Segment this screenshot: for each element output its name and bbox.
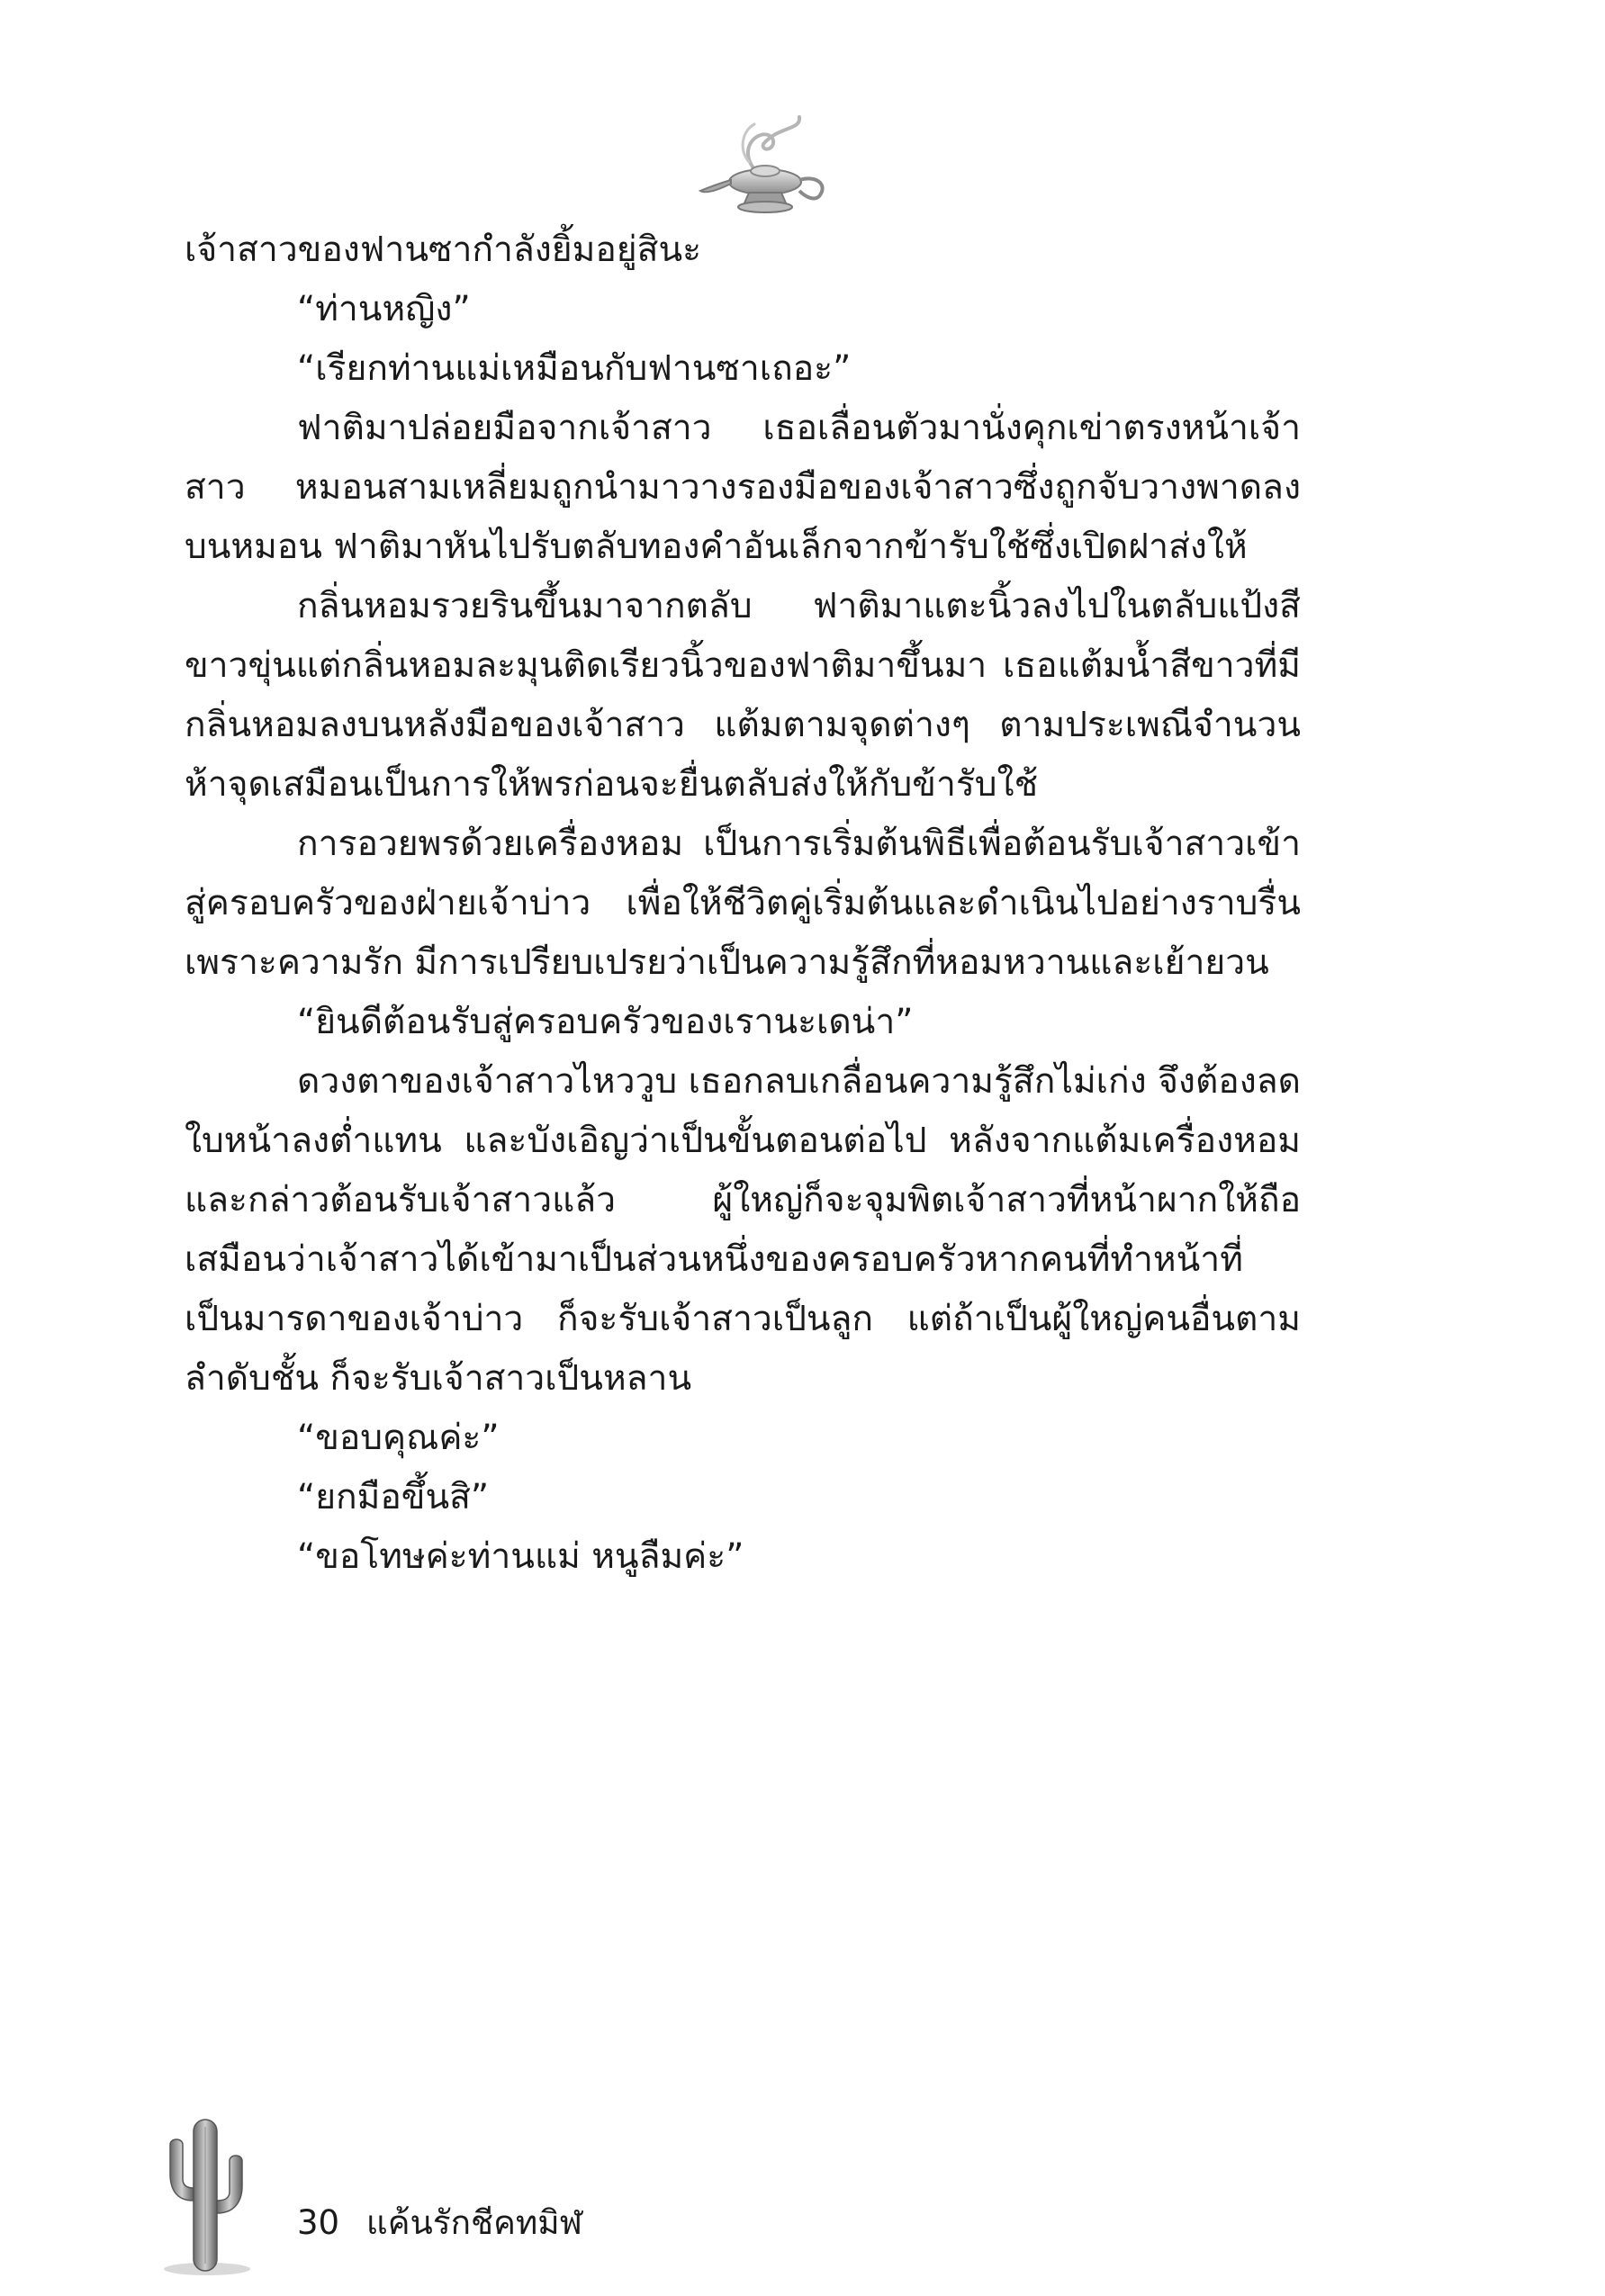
genie-lamp-icon	[693, 108, 837, 225]
dialogue-line: “ยกมือขึ้นสิ”	[297, 1477, 490, 1517]
dialogue-line: “เรียกท่านแม่เหมือนกับฟานซาเถอะ”	[297, 348, 852, 389]
paragraph: การอวยพรด้วยเครื่องหอม เป็นการเริ่มต้นพิธีเพื่อต้อนรับเจ้าสาวเข้าสู่ครอบครัวของฝ่ายเจ้าบ่าว เพื่อให้ชีวิตคู่เริ่มต้นและดำเนินไปอย่างราบรื่น เพราะความรัก มีการเปรียบเปรยว่าเป็นความรู้สึกที่หอมหวานและเย้ายวน	[185, 824, 1301, 983]
page-number: 30	[297, 2203, 340, 2242]
dialogue-line: “ขอโทษค่ะท่านแม่ หนูลืมค่ะ”	[297, 1536, 744, 1577]
paragraph: ฟาติมาปล่อยมือจากเจ้าสาว เธอเลื่อนตัวมานั่งคุกเข่าตรงหน้าเจ้าสาว หมอนสามเหลี่ยมถูกนำมาวางรองมือของเจ้าสาวซึ่งถูกจับวางพาดลงบนหมอน ฟาติมาหันไปรับตลับทองคำอันเล็กจากข้ารับใช้ซึ่งเปิดฝาส่งให้	[185, 408, 1301, 567]
paragraph: ดวงตาของเจ้าสาวไหววูบ เธอกลบเกลื่อนความรู้สึกไม่เก่ง จึงต้องลดใบหน้าลงต่ำแทน และบังเอิญว่าเป็นขั้นตอนต่อไป หลังจากแต้มเครื่องหอมและกล่าวต้อนรับเจ้าสาวแล้ว ผู้ใหญ่ก็จะจุมพิตเจ้าสาวที่หน้าผากให้ถือเสมือนว่าเจ้าสาวได้เข้ามาเป็นส่วนหนึ่งของครอบครัวหากคนที่ทำหน้าที่เป็นมารดาของเจ้าบ่าว ก็จะรับเจ้าสาวเป็นลูก แต่ถ้าเป็นผู้ใหญ่คนอื่นตามลำดับชั้น ก็จะรับเจ้าสาวเป็นหลาน	[185, 1061, 1301, 1399]
dialogue-line: “ท่านหญิง”	[297, 289, 471, 329]
page-footer	[297, 2201, 582, 2246]
body-text	[185, 221, 1301, 1587]
dialogue-line: “ยินดีต้อนรับสู่ครอบครัวของเรานะเดน่า”	[297, 1002, 914, 1042]
dialogue-line: “ขอบคุณค่ะ”	[297, 1418, 500, 1458]
cactus-icon	[158, 2102, 257, 2277]
paragraph: กลิ่นหอมรวยรินขึ้นมาจากตลับ ฟาติมาแตะนิ้วลงไปในตลับแป้งสีขาวขุ่นแต่กลิ่นหอมละมุนติดเรียวนิ้วของฟาติมาขึ้นมา เธอแต้มน้ำสีขาวที่มีกลิ่นหอมลงบนหลังมือของเจ้าสาว แต้มตามจุดต่างๆ ตามประเพณีจำนวนห้าจุดเสมือนเป็นการให้พรก่อนจะยื่นตลับส่งให้กับข้ารับใช้	[185, 586, 1301, 805]
book-title: แค้นรักชีคทมิฬ	[365, 2203, 582, 2242]
dialogue-line: เจ้าสาวของฟานซากำลังยิ้มอยู่สินะ	[185, 230, 702, 270]
